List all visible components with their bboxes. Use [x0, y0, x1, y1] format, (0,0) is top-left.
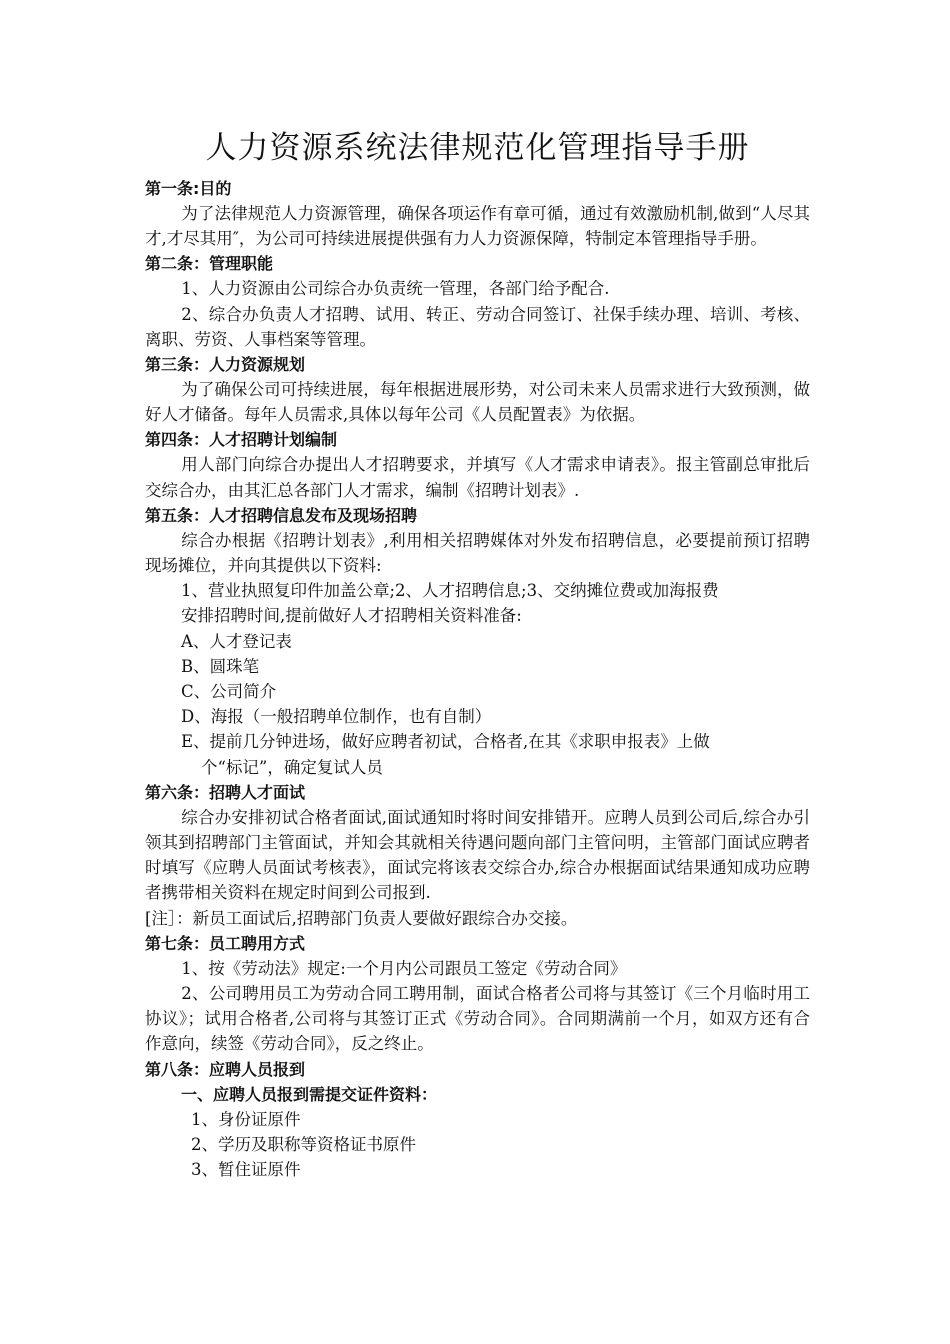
section-2-paragraph-1: 1、人力资源由公司综合办负责统一管理，各部门给予配合. — [181, 279, 610, 299]
section-6-heading: 第六条：招聘人才面试 — [145, 782, 306, 802]
document-title: 人力资源系统法律规范化管理指导手册 — [205, 130, 750, 166]
section-3-heading: 第三条：人力资源规划 — [145, 355, 306, 375]
document-page — [145, 126, 810, 1182]
section-8-item-2: 2、学历及职称等资格证书原件 — [191, 1134, 416, 1154]
section-8-item-1: 1、身份证原件 — [191, 1109, 301, 1129]
section-8-item-3: 3、暂住证原件 — [191, 1160, 301, 1180]
section-7-paragraph-2: 2、公司聘用员工为劳动合同工聘用制，面试合格者公司将与其签订《三个月临时用工协议》；试用合格者,公司将与其签订正式《劳动合同》。合同期满前一个月，如双方还有合作意向，续签《劳动合同》，反之终止。 — [145, 984, 810, 1054]
section-8-subheading: 一、应聘人员报到需提交证件资料： — [181, 1084, 438, 1104]
section-2-heading: 第二条：管理职能 — [145, 254, 274, 274]
section-5-heading: 第五条：人才招聘信息发布及现场招聘 — [145, 505, 418, 525]
section-7-heading: 第七条：员工聘用方式 — [145, 933, 306, 953]
section-5-list-line-2: 安排招聘时间,提前做好人才招聘相关资料准备: — [181, 606, 522, 626]
section-7-paragraph-1: 1、按《劳动法》规定:一个月内公司跟员工签定《劳动合同》 — [181, 958, 627, 978]
section-5-item-c: C、公司简介 — [181, 682, 277, 702]
section-5-item-e: E、提前几分钟进场，做好应聘者初试，合格者,在其《求职申报表》上做 — [181, 732, 710, 752]
section-5-paragraph: 综合办根据《招聘计划表》,利用相关招聘媒体对外发布招聘信息，必要提前预订招聘现场摊位，并向其提供以下资料: — [145, 530, 810, 576]
section-5-item-e-continued: 个“标记”，确定复试人员 — [201, 757, 383, 777]
section-8-heading: 第八条：应聘人员报到 — [145, 1059, 306, 1079]
section-1-heading: 第一条:目的 — [145, 179, 232, 198]
section-4-heading: 第四条：人才招聘计划编制 — [145, 430, 338, 450]
section-6-paragraph: 综合办安排初试合格者面试,面试通知时将时间安排错开。应聘人员到公司后,综合办引领其到招聘部门主管面试，并知会其就相关待遇问题向部门主管问明，主管部门面试应聘者时填写《应聘人员面试考核表》，面试完将该表交综合办,综合办根据面试结果通知成功应聘者携带相关资料在规定时间到公司报到. — [145, 807, 810, 903]
section-1-paragraph: 为了法律规范人力资源管理，确保各项运作有章可循，通过有效激励机制,做到“人尽其才,才尽其用″，为公司可持续进展提供强有力人力资源保障，特制定本管理指导手册。 — [145, 204, 810, 249]
section-4-paragraph: 用人部门向综合办提出人才招聘要求，并填写《人才需求申请表》。报主管副总审批后交综合办，由其汇总各部门人才需求，编制《招聘计划表》. — [145, 455, 810, 500]
section-3-paragraph: 为了确保公司可持续进展，每年根据进展形势，对公司未来人员需求进行大致预测，做好人才储备。每年人员需求,具体以每年公司《人员配置表》为依据。 — [145, 380, 810, 425]
section-6-note: [注］：新员工面试后,招聘部门负责人要做好跟综合办交接。 — [145, 908, 578, 928]
section-5-list-line-1: 1、营业执照复印件加盖公章;2、人才招聘信息;3、交纳摊位费或加海报费 — [181, 581, 719, 601]
section-5-item-d: D、海报（一般招聘单位制作，也有自制） — [181, 707, 492, 727]
section-5-item-b: B、圆珠笔 — [181, 656, 260, 676]
section-2-paragraph-2: 2、综合办负责人才招聘、试用、转正、劳动合同签订、社保手续办理、培训、考核、离职、劳资、人事档案等管理。 — [145, 304, 810, 349]
section-5-item-a: A、人才登记表 — [181, 631, 292, 651]
